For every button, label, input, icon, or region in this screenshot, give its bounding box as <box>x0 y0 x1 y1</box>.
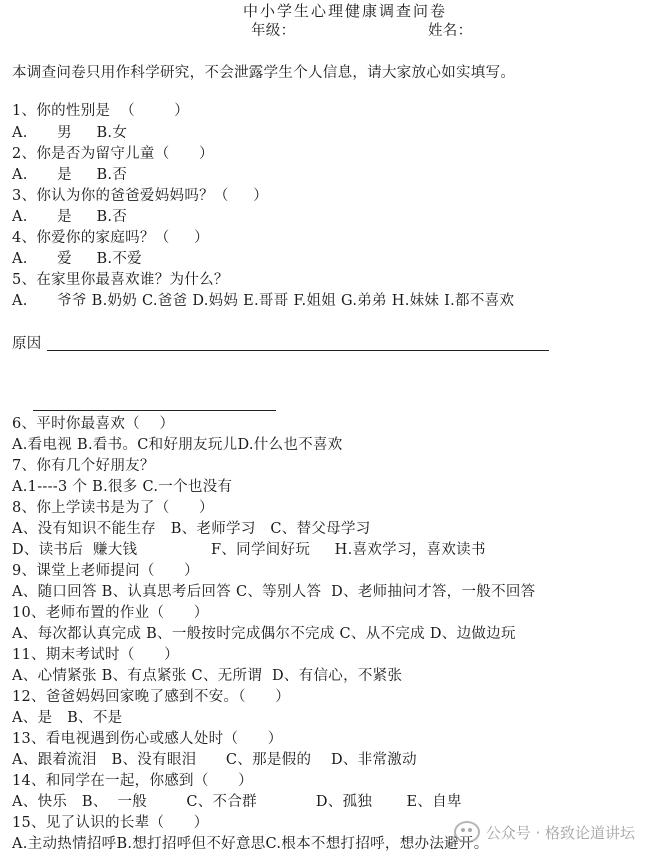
question-13: 13、看电视遇到伤心或感人处时（ ） <box>12 731 283 747</box>
intro-text: 本调查问卷只用作科学研究，不会泄露学生个人信息，请大家放心如实填写。 <box>12 65 516 81</box>
question-1: 1、你的性别是 （ ） <box>12 103 190 119</box>
question-3-options: A. 是 B.否 <box>12 209 128 225</box>
question-6: 6、平时你最喜欢（ ） <box>12 416 175 432</box>
reason-underline-2 <box>33 410 276 411</box>
question-5-options: A. 爷爷 B.奶奶 C.爸爸 D.妈妈 E.哥哥 F.姐姐 G.弟弟 H.妹妹 I.都不喜欢 <box>12 293 515 309</box>
question-3: 3、你认为你的爸爸爱妈妈吗？（ ） <box>12 188 269 204</box>
survey-title: 中小学生心理健康调查问卷 <box>243 2 448 20</box>
question-8: 8、你上学读书是为了（ ） <box>12 500 214 516</box>
question-12: 12、爸爸妈妈回家晚了感到不安。（ ） <box>12 689 291 705</box>
question-2-options: A. 是 B.否 <box>12 167 128 183</box>
question-13-options: A、跟着流泪 B、没有眼泪 C、那是假的 D、非常激动 <box>12 752 417 768</box>
watermark-text: 公众号 · 格致论道讲坛 <box>485 823 635 842</box>
question-8-options-1: A、没有知识不能生存 B、老师学习 C、替父母学习 <box>12 521 371 537</box>
reason-underline <box>47 350 549 351</box>
question-10-options: A、每次都认真完成 B、一般按时完成偶尔不完成 C、从不完成 D、边做边玩 <box>12 626 516 642</box>
grade-label: 年级： <box>251 23 296 39</box>
question-4: 4、你爱你的家庭吗？（ ） <box>12 230 209 246</box>
watermark <box>454 821 635 843</box>
question-7-options: A.1----3 个 B.很多 C.一个也没有 <box>12 479 233 495</box>
question-1-options: A. 男 B.女 <box>12 125 128 141</box>
question-12-options: A、是 B、不是 <box>12 710 123 726</box>
question-7: 7、你有几个好朋友？ <box>12 458 155 474</box>
reason-label: 原因 <box>12 336 42 352</box>
question-11-options: A、心情紧张 B、有点紧张 C、无所谓 D、有信心，不紧张 <box>12 668 403 684</box>
question-4-options: A. 爱 B.不爱 <box>12 251 142 267</box>
question-2: 2、你是否为留守儿童（ ） <box>12 146 214 162</box>
question-10: 10、老师布置的作业（ ） <box>12 605 209 621</box>
question-8-options-2: D、读书后 赚大钱 F、同学间好玩 H.喜欢学习，喜欢读书 <box>12 542 486 558</box>
question-15: 15、见了认识的长辈（ ） <box>12 815 209 831</box>
wechat-logo-icon <box>454 821 480 843</box>
question-6-options: A.看电视 B.看书。C和好朋友玩儿D.什么也不喜欢 <box>12 437 343 453</box>
question-9: 9、课堂上老师提问（ ） <box>12 563 199 579</box>
question-15-options: A.主动热情招呼B.想打招呼但不好意思C.根本不想打招呼，想办法避开。 <box>12 836 489 852</box>
name-label: 姓名： <box>428 23 473 39</box>
question-5: 5、在家里你最喜欢谁？为什么？ <box>12 272 229 288</box>
question-9-options: A、随口回答 B、认真思考后回答 C、等别人答 D、老师抽问才答，一般不回答 <box>12 584 536 600</box>
question-14: 14、和同学在一起，你感到（ ） <box>12 773 253 789</box>
question-14-options: A、快乐 B、 一般 C、不合群 D、孤独 E、自卑 <box>12 794 462 810</box>
question-11: 11、期末考试时（ ） <box>12 647 179 663</box>
